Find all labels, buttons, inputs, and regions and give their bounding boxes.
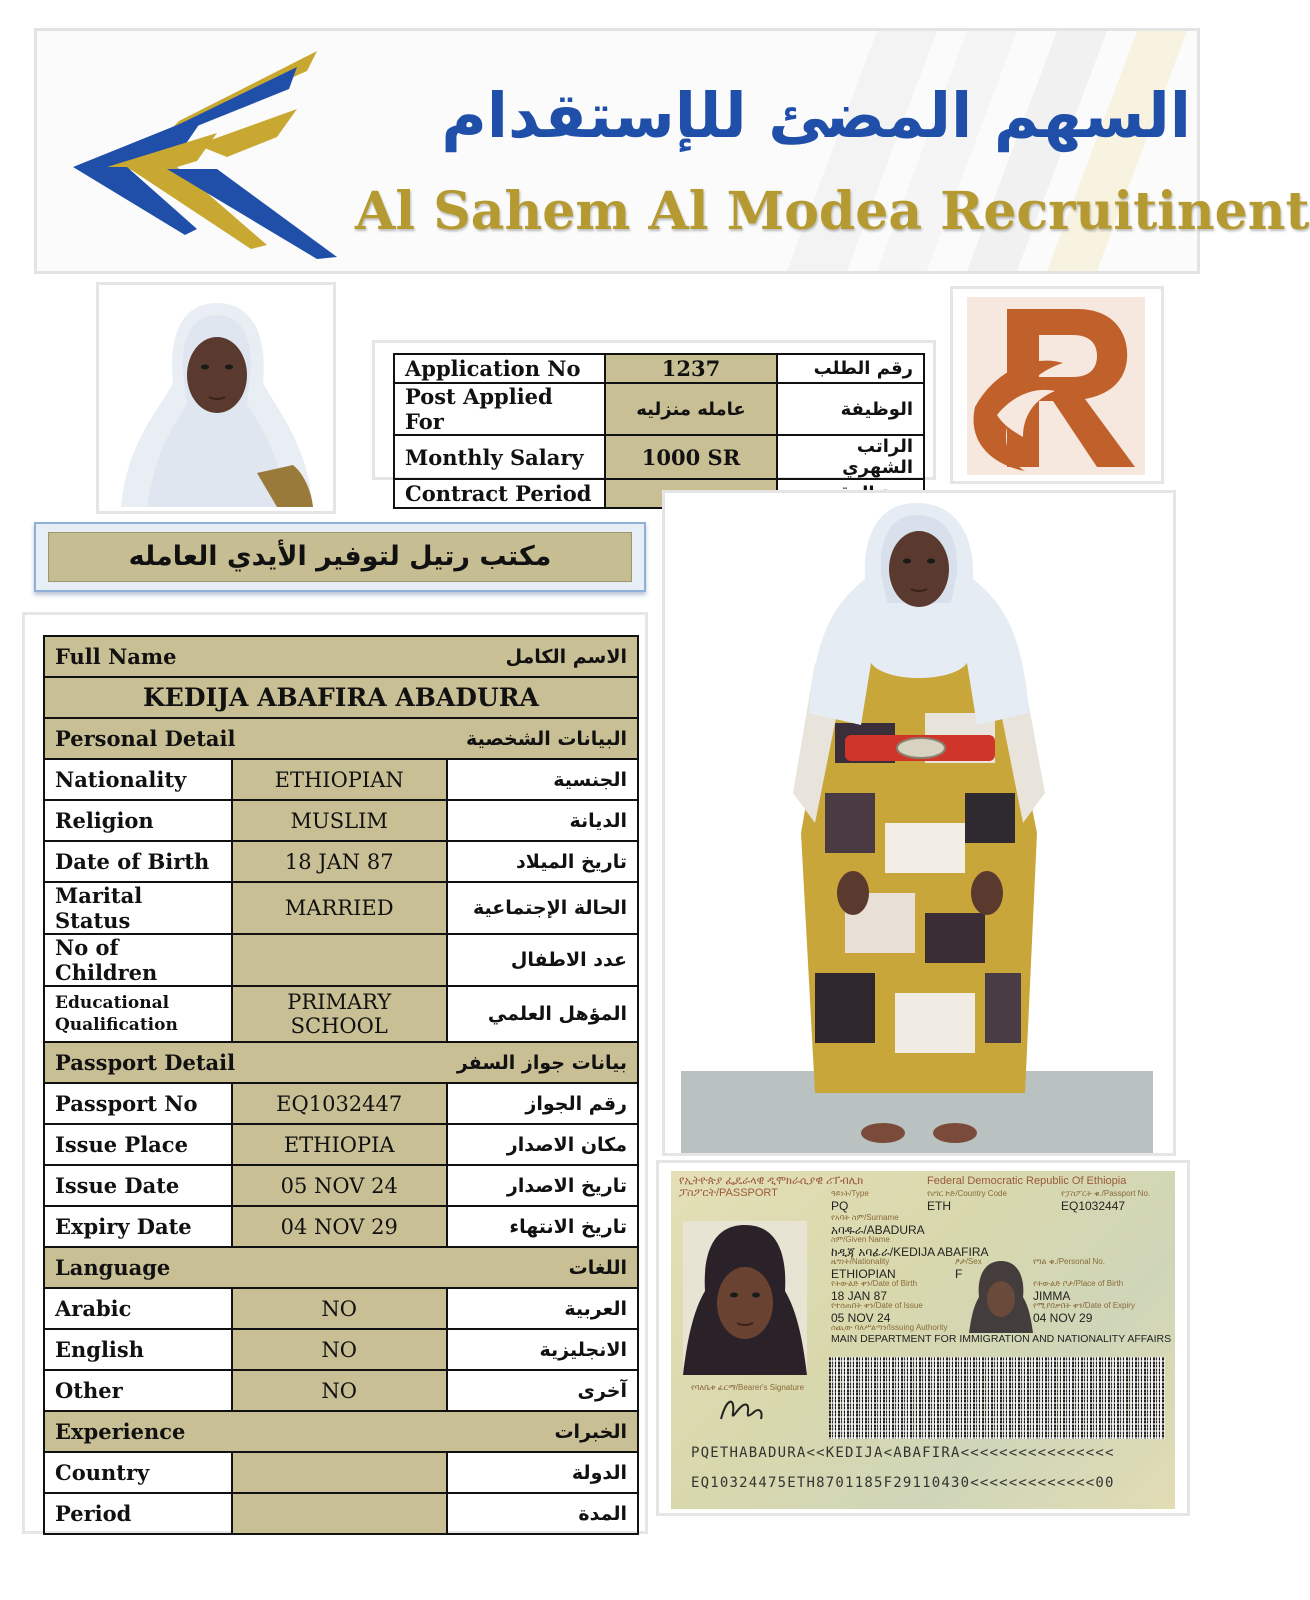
passport-english-header: Federal Democratic Republic Of Ethiopia — [927, 1175, 1127, 1187]
surname-label: የአባት ስም/Surname — [831, 1213, 899, 1222]
nationality-label: Nationality — [44, 759, 232, 800]
other-language-value: NO — [232, 1370, 447, 1411]
header-banner — [34, 28, 1310, 274]
passport-barcode — [829, 1357, 1165, 1439]
application-no-arabic: رقم الطلب — [777, 354, 924, 383]
company-arabic-name: السهم المضئ للإستقدام — [441, 79, 1191, 152]
language-section-header — [44, 1247, 638, 1288]
mrz-line-2: EQ10324475ETH8701185F29110430<<<<<<<<<<<<<00 — [691, 1475, 1115, 1491]
marital-status-arabic: الحالة الإجتماعية — [447, 882, 638, 934]
experience-section-arabic: الخبرات — [554, 1420, 627, 1443]
issue-date-arabic: تاريخ الاصدار — [447, 1165, 638, 1206]
personal-section-label: Personal Detail — [55, 726, 236, 751]
passport-no-label-scan: የፓስፖርት ቁ./Passport No. — [1061, 1189, 1151, 1198]
mrz-line-1: PQETHABADURA<<KEDIJA<ABAFIRA<<<<<<<<<<<<<<<< — [691, 1445, 1115, 1461]
english-language-label: English — [44, 1329, 232, 1370]
personal-no-label: የግል ቁ./Personal No. — [1033, 1257, 1105, 1266]
applicant-full-body-photo — [662, 490, 1176, 1156]
children-label: No of Children — [44, 934, 232, 986]
table-row — [44, 677, 638, 718]
nationality-value-scan: ETHIOPIAN — [831, 1267, 896, 1281]
pob-label: የትውልድ ቦታ/Place of Birth — [1033, 1279, 1124, 1288]
experience-period-label: Period — [44, 1493, 232, 1534]
table-row — [394, 435, 924, 479]
table-row — [44, 759, 638, 800]
given-name-label: ስም/Given Name — [831, 1235, 890, 1244]
table-row — [44, 1165, 638, 1206]
experience-country-arabic: الدولة — [447, 1452, 638, 1493]
experience-section-label: Experience — [55, 1419, 186, 1444]
table-row — [44, 1288, 638, 1329]
full-name-label-arabic: الاسم الكامل — [505, 645, 627, 668]
experience-period-arabic: المدة — [447, 1493, 638, 1534]
dob-label-scan: የትውልድ ቀን/Date of Birth — [831, 1279, 918, 1288]
application-no-label: Application No — [394, 354, 605, 383]
expiry-value-scan: 04 NOV 29 — [1033, 1311, 1093, 1325]
bearer-signature — [717, 1393, 767, 1425]
table-row — [44, 841, 638, 882]
table-row — [44, 1370, 638, 1411]
type-value: PQ — [831, 1199, 849, 1213]
application-table — [393, 353, 925, 509]
education-label — [44, 986, 232, 1042]
table-row — [44, 1493, 638, 1534]
expiry-date-label: Expiry Date — [44, 1206, 232, 1247]
issue-date-label-scan: የተሰጠበት ቀን/Date of Issue — [831, 1301, 923, 1310]
table-row — [44, 1124, 638, 1165]
full-name-label: Full Name — [55, 644, 177, 669]
table-row — [44, 882, 638, 934]
passport-label: ፓስፖርት/PASSPORT — [679, 1187, 778, 1199]
personal-section-header — [44, 718, 638, 759]
applicant-details-table — [43, 635, 639, 1535]
table-row — [44, 1042, 638, 1083]
surname-value: አባዱራ/ABADURA — [831, 1223, 925, 1237]
education-arabic: المؤهل العلمي — [447, 986, 638, 1042]
signature-label: የባለቤቱ ፊርማ/Bearer's Signature — [691, 1383, 805, 1392]
date-of-birth-arabic: تاريخ الميلاد — [447, 841, 638, 882]
passport-scan — [671, 1171, 1175, 1509]
religion-label: Religion — [44, 800, 232, 841]
dob-value-scan: 18 JAN 87 — [831, 1289, 888, 1303]
full-name-header — [44, 636, 638, 677]
country-code-label: የሀገር ኮድ/Country Code — [927, 1189, 1007, 1198]
language-section-label: Language — [55, 1255, 171, 1280]
table-row — [44, 1411, 638, 1452]
experience-period-value — [232, 1493, 447, 1534]
table-row — [394, 383, 924, 435]
education-value-line2: SCHOOL — [290, 1014, 388, 1038]
passport-main-photo — [683, 1221, 807, 1375]
table-row — [44, 718, 638, 759]
language-section-arabic: اللغات — [568, 1256, 627, 1279]
office-r-logo — [950, 286, 1164, 484]
passport-no-arabic: رقم الجواز — [447, 1083, 638, 1124]
education-value — [232, 986, 447, 1042]
date-of-birth-label: Date of Birth — [44, 841, 232, 882]
religion-arabic: الديانة — [447, 800, 638, 841]
table-row — [44, 934, 638, 986]
passport-no-value: EQ1032447 — [232, 1083, 447, 1124]
table-row — [44, 1247, 638, 1288]
passport-no-label: Passport No — [44, 1083, 232, 1124]
monthly-salary-arabic: الراتب الشهري — [777, 435, 924, 479]
table-row — [394, 354, 924, 383]
company-arrow-logo — [67, 49, 337, 259]
arabic-language-arabic: العربية — [447, 1288, 638, 1329]
table-row — [44, 986, 638, 1042]
marital-status-value: MARRIED — [232, 882, 447, 934]
passport-no-value-scan: EQ1032447 — [1061, 1199, 1126, 1213]
nationality-label-scan: ዜግነት/Nationality — [831, 1257, 890, 1266]
personal-section-arabic: البيانات الشخصية — [466, 727, 627, 750]
full-body-illustration — [665, 493, 1173, 1153]
arabic-language-label: Arabic — [44, 1288, 232, 1329]
monthly-salary-value: 1000 SR — [605, 435, 776, 479]
table-row — [44, 1329, 638, 1370]
passport-amharic-header: የኢትዮጵያ ፌዴራላዊ ዲሞክራሲያዊ ሪፐብሊክ — [679, 1175, 864, 1187]
table-row — [44, 1083, 638, 1124]
type-label: ዓይነት/Type — [831, 1189, 869, 1198]
other-language-arabic: آخرى — [447, 1370, 638, 1411]
experience-country-value — [232, 1452, 447, 1493]
experience-country-label: Country — [44, 1452, 232, 1493]
table-row — [44, 636, 638, 677]
issue-date-label: Issue Date — [44, 1165, 232, 1206]
application-no-value: 1237 — [605, 354, 776, 383]
table-row — [44, 1206, 638, 1247]
country-code-value: ETH — [927, 1199, 951, 1213]
arabic-language-value: NO — [232, 1288, 447, 1329]
pob-value: JIMMA — [1033, 1289, 1071, 1303]
children-value — [232, 934, 447, 986]
office-title: مكتب رتيل لتوفير الأيدي العامله — [48, 532, 632, 582]
passport-ghost-photo — [969, 1257, 1033, 1333]
expiry-label-scan: የሚያበቃበት ቀን/Date of Expiry — [1033, 1301, 1135, 1310]
authority-label: ሰጪው ባለሥልጣን/Issuing Authority — [831, 1323, 948, 1332]
sex-label: ፆታ/Sex — [955, 1257, 982, 1266]
issue-date-value-scan: 05 NOV 24 — [831, 1311, 891, 1325]
application-summary — [372, 340, 936, 506]
issue-place-label: Issue Place — [44, 1124, 232, 1165]
sex-value: F — [955, 1267, 963, 1281]
office-title-box — [34, 522, 646, 592]
given-name-value: ከዲጃ አባፊራ/KEDIJA ABAFIRA — [831, 1245, 989, 1259]
portrait-illustration — [117, 293, 317, 507]
passport-section-label: Passport Detail — [55, 1050, 236, 1075]
authority-value: MAIN DEPARTMENT FOR IMMIGRATION AND NATIONALITY AFFAIRS — [831, 1333, 1172, 1345]
issue-place-arabic: مكان الاصدار — [447, 1124, 638, 1165]
expiry-date-arabic: تاريخ الانتهاء — [447, 1206, 638, 1247]
date-of-birth-value: 18 JAN 87 — [232, 841, 447, 882]
expiry-date-value: 04 NOV 29 — [232, 1206, 447, 1247]
education-value-line1: PRIMARY — [287, 990, 392, 1014]
applicant-portrait-photo — [96, 282, 336, 514]
issue-date-value: 05 NOV 24 — [232, 1165, 447, 1206]
post-applied-value: عامله منزليه — [605, 383, 776, 435]
table-row — [44, 1452, 638, 1493]
r-logo-background — [967, 297, 1145, 475]
children-arabic: عدد الاطفال — [447, 934, 638, 986]
post-applied-label: Post Applied For — [394, 383, 605, 435]
education-label-line2: Qualification — [55, 1015, 178, 1035]
passport-scan-frame — [656, 1160, 1190, 1516]
monthly-salary-label: Monthly Salary — [394, 435, 605, 479]
contract-period-label: Contract Period — [394, 479, 605, 508]
experience-section-header — [44, 1411, 638, 1452]
table-row — [44, 800, 638, 841]
r-letter-icon — [967, 297, 1145, 475]
nationality-value: ETHIOPIAN — [232, 759, 447, 800]
education-label-line1: Educational — [55, 993, 170, 1013]
full-name-value: KEDIJA ABAFIRA ABADURA — [44, 677, 638, 718]
english-language-arabic: الانجليزية — [447, 1329, 638, 1370]
passport-section-arabic: بيانات جواز السفر — [456, 1051, 627, 1074]
applicant-details-panel — [22, 612, 648, 1534]
passport-section-header — [44, 1042, 638, 1083]
other-language-label: Other — [44, 1370, 232, 1411]
company-english-name: Al Sahem Al Modea Recruitinent — [355, 181, 1310, 242]
nationality-arabic: الجنسية — [447, 759, 638, 800]
marital-status-label: Marital Status — [44, 882, 232, 934]
issue-place-value: ETHIOPIA — [232, 1124, 447, 1165]
english-language-value: NO — [232, 1329, 447, 1370]
religion-value: MUSLIM — [232, 800, 447, 841]
post-applied-arabic: الوظيفة — [777, 383, 924, 435]
